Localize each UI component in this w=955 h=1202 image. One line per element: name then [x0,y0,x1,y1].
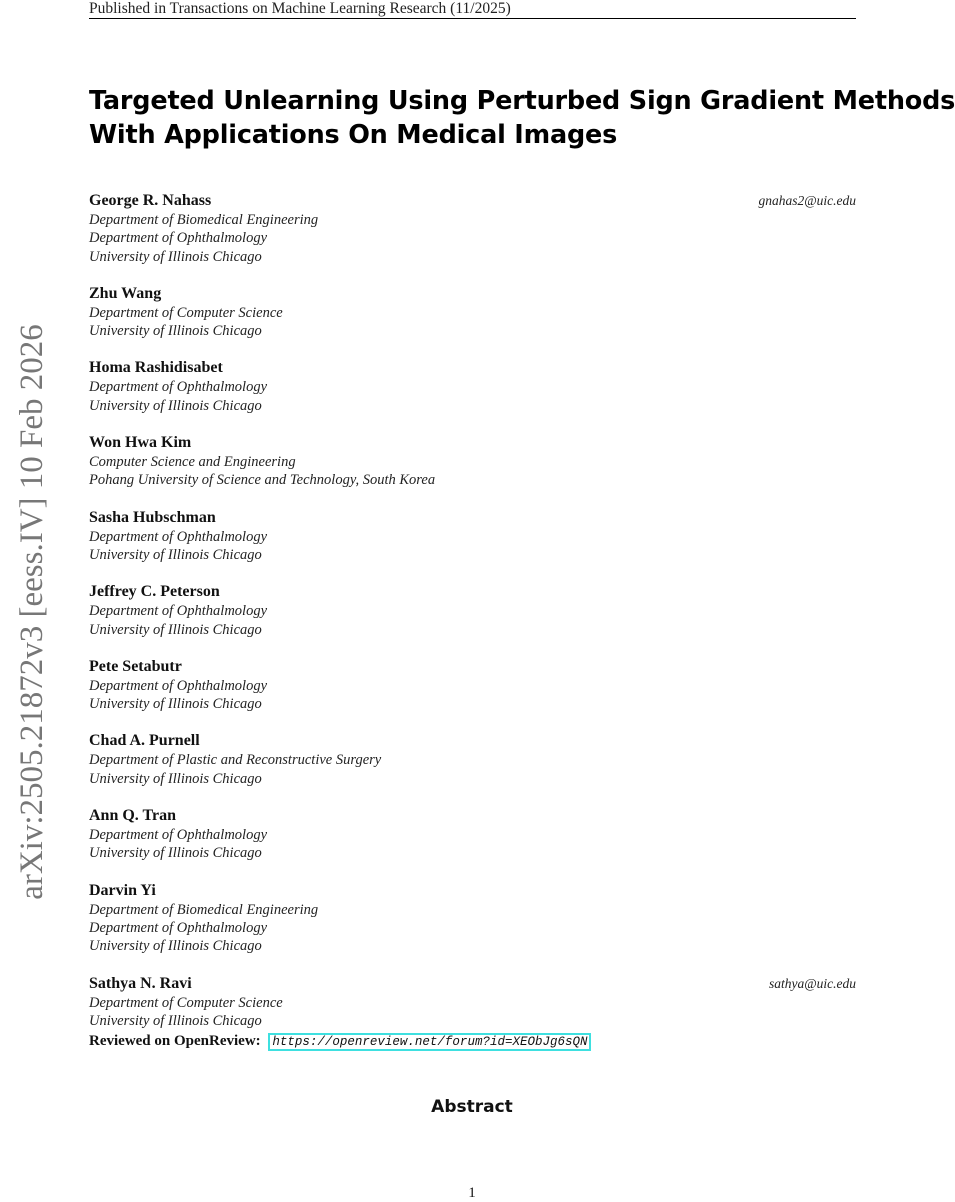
author-affiliation: University of Illinois Chicago [89,248,262,265]
author-block [89,190,856,266]
arxiv-stamp: arXiv:2505.21872v3 [eess.IV] 10 Feb 2026 [14,324,50,900]
author-list [89,190,856,1047]
author-header [89,805,856,826]
author-block [89,283,856,341]
openreview-line [89,1031,591,1053]
author-affiliation: Department of Ophthalmology [89,603,268,620]
paper-title-line-2: With Applications On Medical Images [89,120,618,150]
author-affiliation: University of Illinois Chicago [89,696,262,713]
author-affiliation: University of Illinois Chicago [89,938,262,955]
author-affiliation: Department of Ophthalmology [89,528,268,545]
author-affiliation: Department of Ophthalmology [89,230,268,247]
author-block [89,432,856,490]
author-block [89,730,856,788]
paper-title-line-1: Targeted Unlearning Using Perturbed Sign Gradient Methods [89,86,955,116]
author-email[interactable]: gnahas2@uic.edu [758,193,856,208]
author-affiliation: University of Illinois Chicago [89,845,262,862]
author-affiliation: University of Illinois Chicago [89,323,262,340]
author-affiliation: Department of Computer Science [89,994,283,1011]
author-name: George R. Nahass [89,192,212,209]
abstract-heading: Abstract [431,1097,513,1117]
author-block [89,805,856,863]
author-block [89,973,856,1031]
author-name: Jeffrey C. Peterson [89,583,220,601]
author-block [89,656,856,714]
author-affiliation: Department of Ophthalmology [89,827,268,844]
author-block [89,357,856,415]
author-name: Pete Setabutr [89,657,182,675]
author-affiliation: Department of Ophthalmology [89,919,268,936]
author-affiliation: University of Illinois Chicago [89,621,262,638]
running-header: Published in Transactions on Machine Learning Research (11/2025) [89,0,511,17]
author-block [89,507,856,565]
author-name: Zhu Wang [89,284,162,302]
author-affiliation: University of Illinois Chicago [89,397,262,414]
author-affiliation: University of Illinois Chicago [89,1012,262,1029]
openreview-label: Reviewed on OpenReview: [89,1033,261,1049]
author-email[interactable]: sathya@uic.edu [768,975,856,991]
author-name: Darvin Yi [89,881,156,899]
author-affiliation: Pohang University of Science and Technology, South Korea [89,472,436,489]
author-header [89,283,856,304]
author-block [89,880,856,956]
author-affiliation: University of Illinois Chicago [89,546,262,563]
author-name: Sathya N. Ravi [89,974,192,992]
author-name: Chad A. Purnell [89,732,200,750]
page-number: 1 [468,1185,476,1201]
paper-title [89,84,955,152]
author-name: Homa Rashidisabet [89,359,223,377]
author-affiliation: Department of Computer Science [89,304,283,321]
author-header [89,656,856,677]
author-header [89,730,856,751]
author-header [89,880,856,901]
openreview-link[interactable]: https://openreview.net/forum?id=XEObJg6sQN [268,1033,591,1051]
author-block [89,581,856,639]
author-name: Sasha Hubschman [89,508,216,526]
header-rule [89,18,856,19]
author-affiliation: Department of Biomedical Engineering [89,212,319,228]
author-affiliation: Computer Science and Engineering [89,454,296,471]
author-header [89,190,856,211]
author-name: Ann Q. Tran [89,807,176,825]
author-header [89,357,856,378]
author-affiliation: University of Illinois Chicago [89,770,262,787]
author-header [89,507,856,528]
author-header [89,432,856,453]
author-affiliation: Department of Ophthalmology [89,379,268,396]
author-name: Won Hwa Kim [89,434,192,452]
author-affiliation: Department of Ophthalmology [89,677,268,694]
author-affiliation: Department of Plastic and Reconstructive Surgery [89,752,382,769]
author-header [89,581,856,602]
author-affiliation: Department of Biomedical Engineering [89,901,319,918]
author-header [89,973,856,994]
